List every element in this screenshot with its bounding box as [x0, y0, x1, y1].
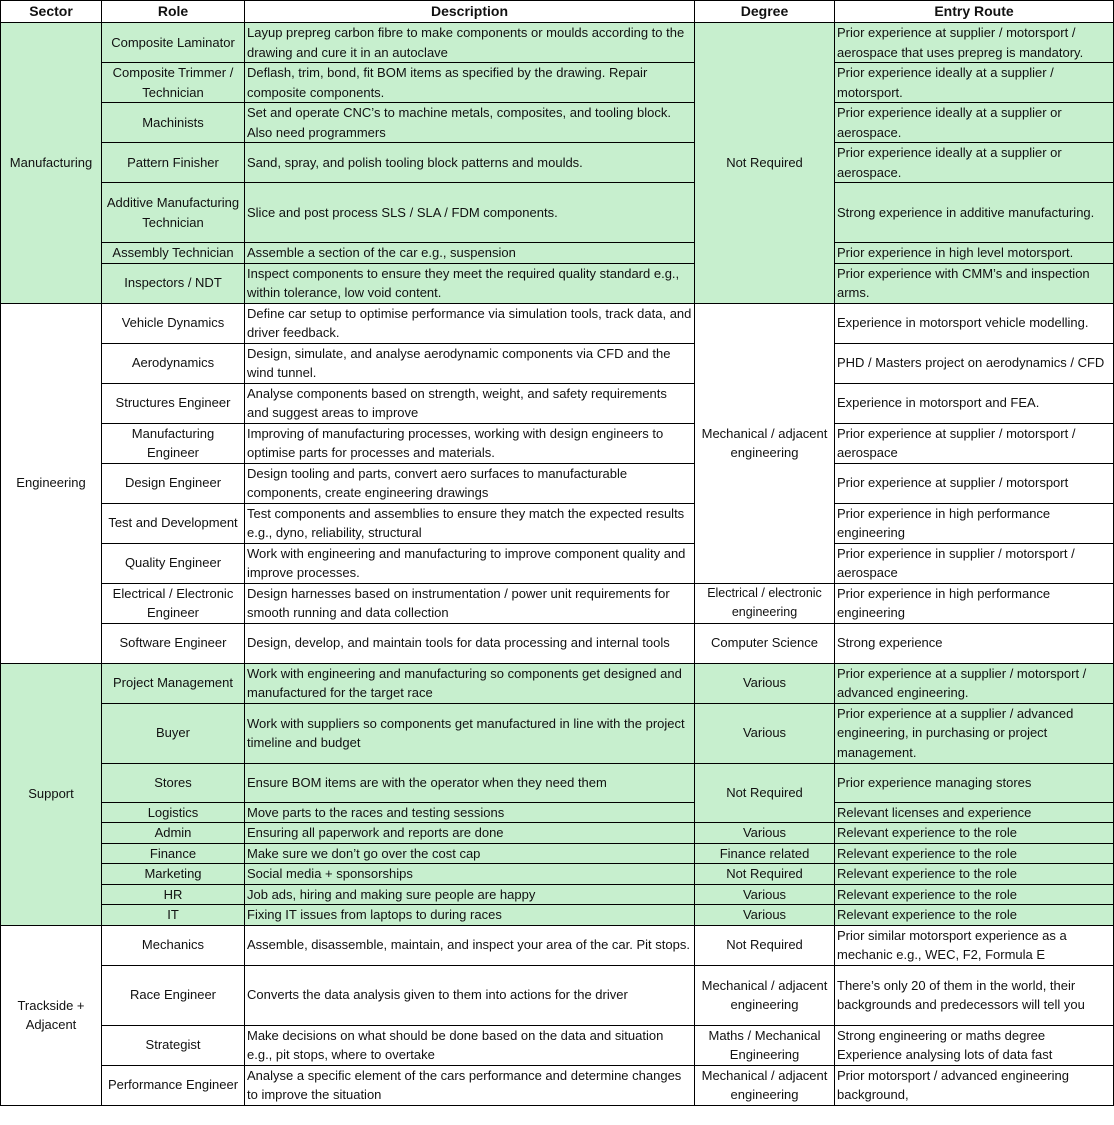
- entry-cell: Prior experience at supplier / motorsport / aerospace that uses prepreg is mandatory.: [835, 23, 1114, 63]
- table-row: [1, 543, 1114, 583]
- degree-cell: Maths / Mechanical Engineering: [695, 1025, 835, 1065]
- entry-cell: Prior experience in high performance engineering: [835, 583, 1114, 623]
- description-cell: Work with engineering and manufacturing to improve component quality and improve processes.: [245, 543, 695, 583]
- role-cell: Stores: [102, 763, 245, 802]
- table-row: [1, 1065, 1114, 1105]
- header-row: [1, 1, 1114, 23]
- role-cell: Admin: [102, 823, 245, 844]
- sector-cell: Trackside + Adjacent: [1, 925, 102, 1105]
- degree-cell: Computer Science: [695, 623, 835, 663]
- entry-cell: Prior experience at supplier / motorsport: [835, 463, 1114, 503]
- entry-cell: There’s only 20 of them in the world, their backgrounds and predecessors will tell you: [835, 965, 1114, 1025]
- entry-cell: Prior experience ideally at a supplier or aerospace.: [835, 103, 1114, 143]
- table-row: [1, 243, 1114, 264]
- entry-cell: Relevant experience to the role: [835, 884, 1114, 905]
- header-sector: Sector: [1, 1, 102, 23]
- entry-cell: Prior experience managing stores: [835, 763, 1114, 802]
- entry-cell: Prior motorsport / advanced engineering background,: [835, 1065, 1114, 1105]
- degree-cell: Various: [695, 703, 835, 763]
- role-cell: HR: [102, 884, 245, 905]
- table-row: [1, 703, 1114, 763]
- role-cell: Performance Engineer: [102, 1065, 245, 1105]
- description-cell: Analyse a specific element of the cars performance and determine changes to improve the situation: [245, 1065, 695, 1105]
- role-cell: Test and Development: [102, 503, 245, 543]
- table-row: [1, 423, 1114, 463]
- table-row: [1, 663, 1114, 703]
- table-row: [1, 463, 1114, 503]
- role-cell: Structures Engineer: [102, 383, 245, 423]
- description-cell: Ensuring all paperwork and reports are done: [245, 823, 695, 844]
- description-cell: Fixing IT issues from laptops to during races: [245, 905, 695, 926]
- role-cell: Strategist: [102, 1025, 245, 1065]
- description-cell: Test components and assemblies to ensure they match the expected results e.g., dyno, reliability, structural: [245, 503, 695, 543]
- role-cell: Composite Laminator: [102, 23, 245, 63]
- table-row: [1, 1025, 1114, 1065]
- table-row: [1, 23, 1114, 63]
- entry-cell: Relevant licenses and experience: [835, 802, 1114, 823]
- table-row: [1, 884, 1114, 905]
- entry-cell: Prior similar motorsport experience as a mechanic e.g., WEC, F2, Formula E: [835, 925, 1114, 965]
- header-degree: Degree: [695, 1, 835, 23]
- description-cell: Make decisions on what should be done based on the data and situation e.g., pit stops, where to overtake: [245, 1025, 695, 1065]
- entry-cell: PHD / Masters project on aerodynamics / CFD: [835, 343, 1114, 383]
- description-cell: Sand, spray, and polish tooling block patterns and moulds.: [245, 143, 695, 183]
- role-cell: Pattern Finisher: [102, 143, 245, 183]
- role-cell: Finance: [102, 843, 245, 864]
- entry-cell: Prior experience ideally at a supplier or aerospace.: [835, 143, 1114, 183]
- role-cell: Race Engineer: [102, 965, 245, 1025]
- table-row: [1, 143, 1114, 183]
- role-cell: Buyer: [102, 703, 245, 763]
- description-cell: Define car setup to optimise performance via simulation tools, track data, and driver feedback.: [245, 303, 695, 343]
- role-cell: Aerodynamics: [102, 343, 245, 383]
- table-row: [1, 925, 1114, 965]
- entry-cell: Relevant experience to the role: [835, 905, 1114, 926]
- entry-cell: Relevant experience to the role: [835, 843, 1114, 864]
- table-row: [1, 183, 1114, 243]
- entry-cell: Relevant experience to the role: [835, 823, 1114, 844]
- description-cell: Design harnesses based on instrumentation / power unit requirements for smooth running and data collection: [245, 583, 695, 623]
- header-role: Role: [102, 1, 245, 23]
- table-row: [1, 383, 1114, 423]
- sector-cell: Manufacturing: [1, 23, 102, 304]
- table-row: [1, 503, 1114, 543]
- description-cell: Assemble a section of the car e.g., suspension: [245, 243, 695, 264]
- entry-cell: Strong engineering or maths degree Experience analysing lots of data fast: [835, 1025, 1114, 1065]
- table-row: [1, 802, 1114, 823]
- role-cell: Additive Manufacturing Technician: [102, 183, 245, 243]
- role-cell: Vehicle Dynamics: [102, 303, 245, 343]
- role-cell: Logistics: [102, 802, 245, 823]
- role-cell: Assembly Technician: [102, 243, 245, 264]
- table-row: [1, 965, 1114, 1025]
- degree-cell: Not Required: [695, 864, 835, 885]
- role-cell: Electrical / Electronic Engineer: [102, 583, 245, 623]
- role-cell: IT: [102, 905, 245, 926]
- entry-cell: Relevant experience to the role: [835, 864, 1114, 885]
- entry-cell: Experience in motorsport and FEA.: [835, 383, 1114, 423]
- description-cell: Ensure BOM items are with the operator when they need them: [245, 763, 695, 802]
- description-cell: Slice and post process SLS / SLA / FDM components.: [245, 183, 695, 243]
- degree-cell: Mechanical / adjacent engineering: [695, 303, 835, 583]
- entry-cell: Strong experience in additive manufacturing.: [835, 183, 1114, 243]
- table-row: [1, 623, 1114, 663]
- table-row: [1, 263, 1114, 303]
- description-cell: Analyse components based on strength, weight, and safety requirements and suggest areas to improve: [245, 383, 695, 423]
- role-cell: Design Engineer: [102, 463, 245, 503]
- description-cell: Assemble, disassemble, maintain, and inspect your area of the car. Pit stops.: [245, 925, 695, 965]
- degree-cell: Various: [695, 884, 835, 905]
- header-description: Description: [245, 1, 695, 23]
- description-cell: Move parts to the races and testing sessions: [245, 802, 695, 823]
- description-cell: Design, develop, and maintain tools for data processing and internal tools: [245, 623, 695, 663]
- table-row: [1, 905, 1114, 926]
- description-cell: Converts the data analysis given to them into actions for the driver: [245, 965, 695, 1025]
- sector-cell: Engineering: [1, 303, 102, 663]
- entry-cell: Prior experience ideally at a supplier / motorsport.: [835, 63, 1114, 103]
- description-cell: Set and operate CNC’s to machine metals, composites, and tooling block. Also need programmers: [245, 103, 695, 143]
- description-cell: Improving of manufacturing processes, working with design engineers to optimise parts for processes and materials.: [245, 423, 695, 463]
- degree-cell: Various: [695, 663, 835, 703]
- entry-cell: Strong experience: [835, 623, 1114, 663]
- entry-cell: Prior experience in high performance engineering: [835, 503, 1114, 543]
- role-cell: Quality Engineer: [102, 543, 245, 583]
- description-cell: Design, simulate, and analyse aerodynamic components via CFD and the wind tunnel.: [245, 343, 695, 383]
- entry-cell: Experience in motorsport vehicle modelling.: [835, 303, 1114, 343]
- table-row: [1, 823, 1114, 844]
- role-cell: Inspectors / NDT: [102, 263, 245, 303]
- role-cell: Mechanics: [102, 925, 245, 965]
- table-row: [1, 63, 1114, 103]
- degree-cell: Mechanical / adjacent engineering: [695, 965, 835, 1025]
- table-row: [1, 583, 1114, 623]
- table-row: [1, 103, 1114, 143]
- description-cell: Design tooling and parts, convert aero surfaces to manufacturable components, create engineering drawings: [245, 463, 695, 503]
- description-cell: Make sure we don’t go over the cost cap: [245, 843, 695, 864]
- role-cell: Composite Trimmer / Technician: [102, 63, 245, 103]
- degree-cell: Not Required: [695, 23, 835, 304]
- description-cell: Layup prepreg carbon fibre to make components or moulds according to the drawing and cure it in an autoclave: [245, 23, 695, 63]
- degree-cell: Electrical / electronic engineering: [695, 583, 835, 623]
- role-cell: Marketing: [102, 864, 245, 885]
- degree-cell: Not Required: [695, 763, 835, 823]
- description-cell: Inspect components to ensure they meet the required quality standard e.g., within tolerance, low void content.: [245, 263, 695, 303]
- description-cell: Work with suppliers so components get manufactured in line with the project timeline and budget: [245, 703, 695, 763]
- degree-cell: Finance related: [695, 843, 835, 864]
- description-cell: Deflash, trim, bond, fit BOM items as specified by the drawing. Repair composite components.: [245, 63, 695, 103]
- role-cell: Machinists: [102, 103, 245, 143]
- role-cell: Software Engineer: [102, 623, 245, 663]
- degree-cell: Various: [695, 823, 835, 844]
- degree-cell: Various: [695, 905, 835, 926]
- header-entry-route: Entry Route: [835, 1, 1114, 23]
- table-row: [1, 303, 1114, 343]
- description-cell: Work with engineering and manufacturing so components get designed and manufactured for the target race: [245, 663, 695, 703]
- entry-cell: Prior experience in high level motorsport.: [835, 243, 1114, 264]
- degree-cell: Not Required: [695, 925, 835, 965]
- entry-cell: Prior experience at a supplier / advanced engineering, in purchasing or project management.: [835, 703, 1114, 763]
- entry-cell: Prior experience with CMM’s and inspection arms.: [835, 263, 1114, 303]
- degree-cell: Mechanical / adjacent engineering: [695, 1065, 835, 1105]
- table-row: [1, 763, 1114, 802]
- entry-cell: Prior experience at supplier / motorsport / aerospace: [835, 423, 1114, 463]
- role-cell: Project Management: [102, 663, 245, 703]
- entry-cell: Prior experience in supplier / motorsport / aerospace: [835, 543, 1114, 583]
- entry-cell: Prior experience at a supplier / motorsport / advanced engineering.: [835, 663, 1114, 703]
- description-cell: Social media + sponsorships: [245, 864, 695, 885]
- table-row: [1, 343, 1114, 383]
- role-cell: Manufacturing Engineer: [102, 423, 245, 463]
- description-cell: Job ads, hiring and making sure people are happy: [245, 884, 695, 905]
- table-row: [1, 843, 1114, 864]
- sector-cell: Support: [1, 663, 102, 925]
- table-row: [1, 864, 1114, 885]
